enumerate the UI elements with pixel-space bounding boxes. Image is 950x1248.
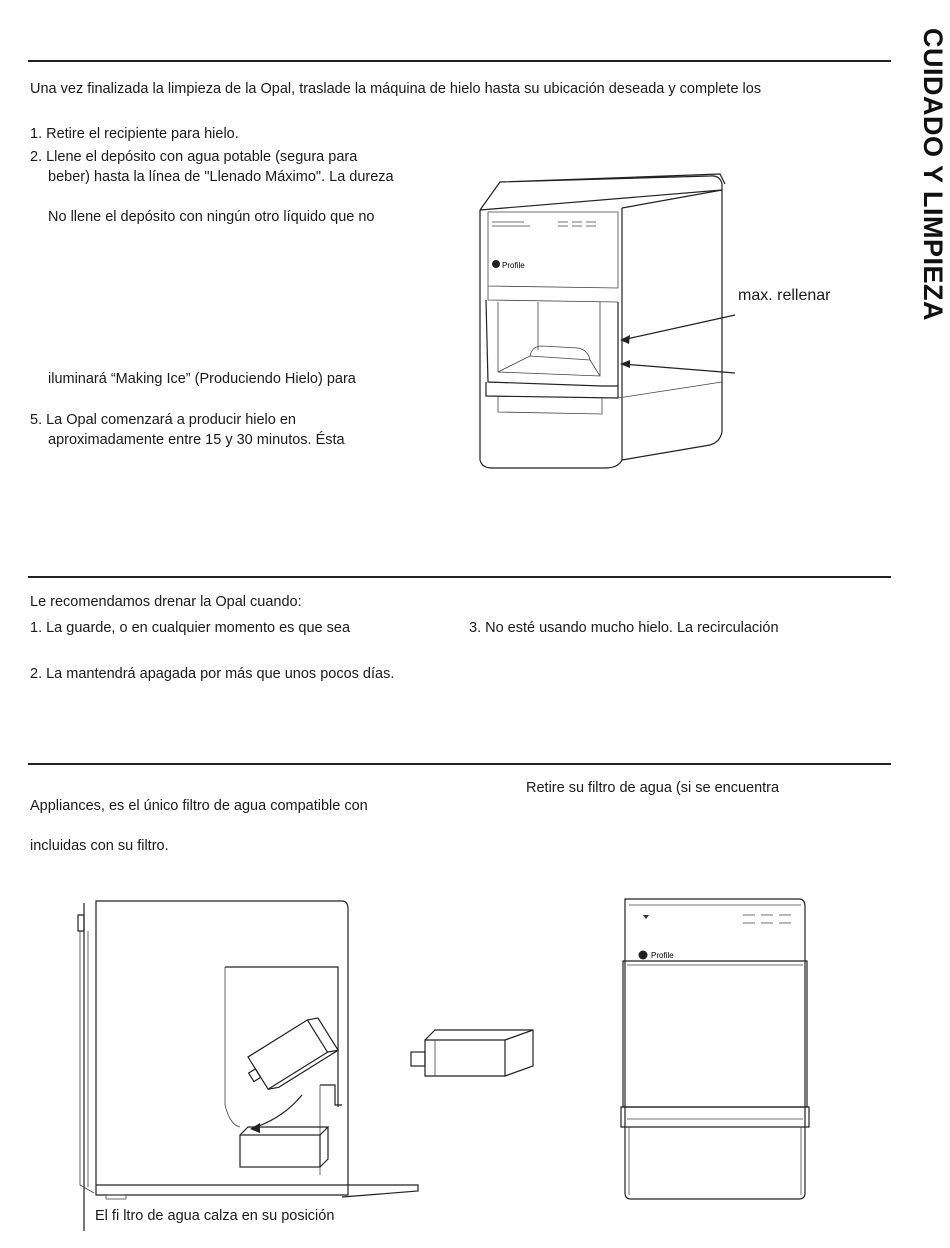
filter-insertion-side-illustration xyxy=(70,895,430,1205)
drain-item-3: 3. No esté usando mucho hielo. La recirculación xyxy=(469,620,779,636)
water-filter-illustration xyxy=(405,1020,545,1100)
section-side-title: CUIDADO Y LIMPIEZA xyxy=(918,28,948,322)
step-4-fragment: iluminará “Making Ice” (Produciendo Hielo) para xyxy=(48,371,356,387)
ice-maker-illustration xyxy=(470,160,870,480)
filter-instruction-right: Retire su filtro de agua (si se encuentra xyxy=(526,780,780,796)
filter-text-line1: Appliances, es el único filtro de agua compatible con xyxy=(30,798,368,814)
section-divider-2 xyxy=(28,576,891,578)
section-divider-3 xyxy=(28,763,891,765)
section2-intro: Le recomendamos drenar la Opal cuando: xyxy=(30,594,302,610)
max-fill-label: max. rellenar xyxy=(738,287,831,304)
filter-text-line2: incluidas con su filtro. xyxy=(30,838,169,854)
step-1: 1. Retire el recipiente para hielo. xyxy=(30,126,239,142)
section1-intro: Una vez finalizada la limpieza de la Opal, traslade la máquina de hielo hasta su ubicación deseada y complete los xyxy=(30,81,762,97)
step-2-line3: No llene el depósito con ningún otro líquido que no xyxy=(48,209,375,225)
step-5-line1: 5. La Opal comenzará a producir hielo en xyxy=(30,412,296,428)
brand-logo-text: Profile xyxy=(502,261,525,270)
step-2-line2: beber) hasta la línea de "Llenado Máximo". La dureza xyxy=(48,169,394,185)
section-divider-1 xyxy=(28,60,891,62)
drain-item-1: 1. La guarde, o en cualquier momento es que sea xyxy=(30,620,351,636)
step-5-line2: aproximadamente entre 15 y 30 minutos. Ésta xyxy=(48,432,345,448)
drain-item-2: 2. La mantendrá apagada por más que unos pocos días. xyxy=(30,666,395,682)
brand-logo-text-front: Profile xyxy=(651,951,674,960)
ice-maker-front-illustration xyxy=(615,895,815,1205)
step-2-line1: 2. Llene el depósito con agua potable (segura para xyxy=(30,149,358,165)
filter-caption: El fi ltro de agua calza en su posición xyxy=(95,1208,335,1224)
